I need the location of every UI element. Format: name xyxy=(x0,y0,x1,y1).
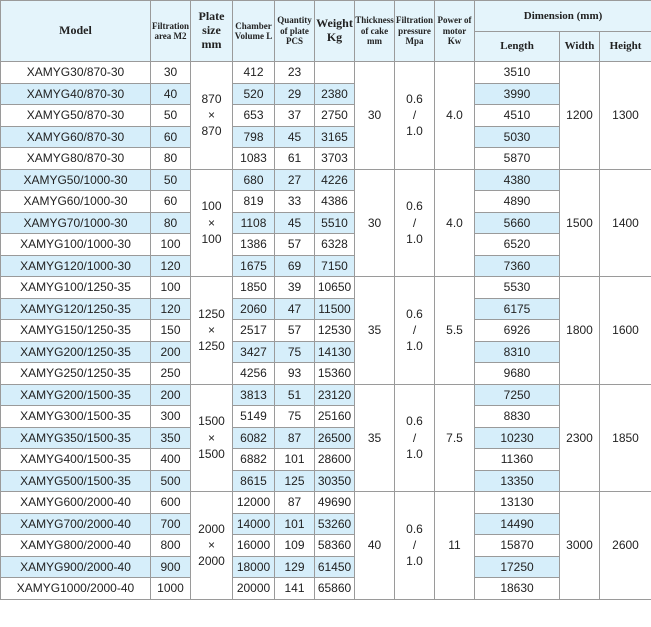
header-quantity-of-plate: Quantity of plate PCS xyxy=(275,1,315,62)
chamber-volume-cell: 5149 xyxy=(233,406,275,428)
table-row xyxy=(1,427,651,449)
plate-quantity-cell: 47 xyxy=(275,298,315,320)
length-cell: 10230 xyxy=(475,427,560,449)
plate-size-cell-part: × xyxy=(207,323,215,338)
filtration-pressure-cell-part: / xyxy=(412,215,417,230)
length-cell: 17250 xyxy=(475,556,560,578)
filtration-area-cell: 80 xyxy=(151,212,191,234)
table-row xyxy=(1,384,651,406)
table-row xyxy=(1,148,651,170)
weight-cell: 14130 xyxy=(315,341,355,363)
filtration-area-cell: 50 xyxy=(151,169,191,191)
model-cell: XAMYG70/1000-30 xyxy=(1,212,151,234)
model-cell: XAMYG700/2000-40 xyxy=(1,513,151,535)
header-width: Width xyxy=(560,32,600,62)
model-cell: XAMYG50/870-30 xyxy=(1,105,151,127)
weight-cell: 30350 xyxy=(315,470,355,492)
plate-size-cell-part: 870 xyxy=(201,124,222,139)
model-cell: XAMYG250/1250-35 xyxy=(1,363,151,385)
filtration-area-cell: 100 xyxy=(151,234,191,256)
cake-thickness-cell: 35 xyxy=(355,384,395,492)
chamber-volume-cell: 16000 xyxy=(233,535,275,557)
filtration-pressure-cell-part: 0.6 xyxy=(406,414,423,429)
width-cell: 3000 xyxy=(560,492,600,600)
header-filtration-area: Filtration area M2 xyxy=(151,1,191,62)
filtration-area-cell: 150 xyxy=(151,320,191,342)
plate-quantity-cell: 101 xyxy=(275,513,315,535)
plate-size-cell-part: × xyxy=(207,538,215,553)
plate-quantity-cell: 37 xyxy=(275,105,315,127)
header-thickness-of-cake: Thickness of cake mm xyxy=(355,1,395,62)
plate-size-cell-part: 100 xyxy=(201,199,222,214)
table-row xyxy=(1,535,651,557)
width-cell: 1800 xyxy=(560,277,600,385)
motor-power-cell: 4.0 xyxy=(435,62,475,170)
table-row xyxy=(1,341,651,363)
filtration-area-cell: 900 xyxy=(151,556,191,578)
filtration-area-cell: 1000 xyxy=(151,578,191,600)
model-cell: XAMYG80/870-30 xyxy=(1,148,151,170)
weight-cell: 65860 xyxy=(315,578,355,600)
weight-cell: 4386 xyxy=(315,191,355,213)
length-cell: 6926 xyxy=(475,320,560,342)
plate-size-cell-part: 100 xyxy=(201,231,222,246)
height-cell: 1850 xyxy=(600,384,651,492)
filtration-pressure-cell-part: 0.6 xyxy=(406,306,423,321)
plate-quantity-cell: 45 xyxy=(275,126,315,148)
length-cell: 15870 xyxy=(475,535,560,557)
plate-quantity-cell: 29 xyxy=(275,83,315,105)
plate-quantity-cell: 75 xyxy=(275,406,315,428)
plate-size-cell xyxy=(191,169,233,277)
table-row xyxy=(1,578,651,600)
plate-quantity-cell: 45 xyxy=(275,212,315,234)
table-row xyxy=(1,298,651,320)
filtration-area-cell: 120 xyxy=(151,298,191,320)
filtration-pressure-cell xyxy=(395,169,435,277)
motor-power-cell: 5.5 xyxy=(435,277,475,385)
filtration-pressure-cell-part: 0.6 xyxy=(406,199,423,214)
table-row xyxy=(1,363,651,385)
model-cell: XAMYG500/1500-35 xyxy=(1,470,151,492)
chamber-volume-cell: 12000 xyxy=(233,492,275,514)
length-cell: 7250 xyxy=(475,384,560,406)
height-cell: 2600 xyxy=(600,492,651,600)
cake-thickness-cell: 40 xyxy=(355,492,395,600)
filtration-pressure-cell-part: / xyxy=(412,108,417,123)
length-cell: 14490 xyxy=(475,513,560,535)
plate-quantity-cell: 93 xyxy=(275,363,315,385)
header-filtration-pressure: Filtration pressure Mpa xyxy=(395,1,435,62)
chamber-volume-cell: 798 xyxy=(233,126,275,148)
filtration-area-cell: 30 xyxy=(151,62,191,84)
weight-cell: 49690 xyxy=(315,492,355,514)
weight-cell xyxy=(315,62,355,84)
table-body xyxy=(1,62,651,600)
chamber-volume-cell: 653 xyxy=(233,105,275,127)
plate-size-cell-part: × xyxy=(207,215,215,230)
filtration-area-cell: 120 xyxy=(151,255,191,277)
weight-cell: 10650 xyxy=(315,277,355,299)
filtration-pressure-cell xyxy=(395,492,435,600)
cake-thickness-cell: 35 xyxy=(355,277,395,385)
length-cell: 18630 xyxy=(475,578,560,600)
filtration-area-cell: 250 xyxy=(151,363,191,385)
model-cell: XAMYG30/870-30 xyxy=(1,62,151,84)
length-cell: 4510 xyxy=(475,105,560,127)
filtration-pressure-cell-part: / xyxy=(412,538,417,553)
filtration-area-cell: 300 xyxy=(151,406,191,428)
filtration-pressure-cell xyxy=(395,62,435,170)
filtration-pressure-cell-part: 0.6 xyxy=(406,521,423,536)
table-row xyxy=(1,449,651,471)
table-row xyxy=(1,105,651,127)
weight-cell: 7150 xyxy=(315,255,355,277)
filtration-pressure-cell-part: 1.0 xyxy=(406,446,423,461)
filtration-area-cell: 600 xyxy=(151,492,191,514)
filtration-pressure-cell-part: 1.0 xyxy=(406,339,423,354)
plate-quantity-cell: 61 xyxy=(275,148,315,170)
filtration-pressure-cell-part: 0.6 xyxy=(406,91,423,106)
chamber-volume-cell: 819 xyxy=(233,191,275,213)
table-row xyxy=(1,126,651,148)
length-cell: 8310 xyxy=(475,341,560,363)
table-row xyxy=(1,62,651,84)
length-cell: 6175 xyxy=(475,298,560,320)
model-cell: XAMYG200/1250-35 xyxy=(1,341,151,363)
table-row xyxy=(1,556,651,578)
filtration-area-cell: 60 xyxy=(151,126,191,148)
table-header xyxy=(1,1,651,62)
filtration-area-cell: 200 xyxy=(151,384,191,406)
plate-size-cell xyxy=(191,277,233,385)
weight-cell: 25160 xyxy=(315,406,355,428)
length-cell: 3510 xyxy=(475,62,560,84)
plate-size-cell xyxy=(191,384,233,492)
plate-quantity-cell: 75 xyxy=(275,341,315,363)
table-row xyxy=(1,234,651,256)
filtration-area-cell: 400 xyxy=(151,449,191,471)
weight-cell: 23120 xyxy=(315,384,355,406)
length-cell: 5870 xyxy=(475,148,560,170)
plate-size-cell-part: 1500 xyxy=(198,446,225,461)
chamber-volume-cell: 8615 xyxy=(233,470,275,492)
weight-cell: 53260 xyxy=(315,513,355,535)
chamber-volume-cell: 6882 xyxy=(233,449,275,471)
filtration-pressure-cell-part: / xyxy=(412,323,417,338)
header-power-of-motor: Power of motor Kw xyxy=(435,1,475,62)
filtration-area-cell: 100 xyxy=(151,277,191,299)
weight-cell: 2380 xyxy=(315,83,355,105)
model-cell: XAMYG800/2000-40 xyxy=(1,535,151,557)
weight-cell: 12530 xyxy=(315,320,355,342)
filtration-pressure-cell xyxy=(395,277,435,385)
filtration-area-cell: 500 xyxy=(151,470,191,492)
model-cell: XAMYG100/1250-35 xyxy=(1,277,151,299)
table-row xyxy=(1,513,651,535)
plate-quantity-cell: 57 xyxy=(275,234,315,256)
model-cell: XAMYG120/1000-30 xyxy=(1,255,151,277)
table-row xyxy=(1,320,651,342)
plate-quantity-cell: 27 xyxy=(275,169,315,191)
cake-thickness-cell: 30 xyxy=(355,169,395,277)
chamber-volume-cell: 1083 xyxy=(233,148,275,170)
table-row xyxy=(1,83,651,105)
weight-cell: 28600 xyxy=(315,449,355,471)
model-cell: XAMYG150/1250-35 xyxy=(1,320,151,342)
plate-size-cell-part: 2000 xyxy=(198,554,225,569)
length-cell: 11360 xyxy=(475,449,560,471)
chamber-volume-cell: 2517 xyxy=(233,320,275,342)
height-cell: 1600 xyxy=(600,277,651,385)
plate-size-cell xyxy=(191,492,233,600)
motor-power-cell: 4.0 xyxy=(435,169,475,277)
header-model: Model xyxy=(1,1,151,62)
model-cell: XAMYG300/1500-35 xyxy=(1,406,151,428)
length-cell: 3990 xyxy=(475,83,560,105)
table-row xyxy=(1,212,651,234)
plate-size-cell-part: 1500 xyxy=(198,414,225,429)
table-row xyxy=(1,406,651,428)
weight-cell: 61450 xyxy=(315,556,355,578)
filtration-area-cell: 700 xyxy=(151,513,191,535)
model-cell: XAMYG900/2000-40 xyxy=(1,556,151,578)
plate-size-cell-part: 1250 xyxy=(198,339,225,354)
chamber-volume-cell: 1386 xyxy=(233,234,275,256)
filtration-pressure-cell-part: 1.0 xyxy=(406,554,423,569)
table-row xyxy=(1,255,651,277)
plate-quantity-cell: 87 xyxy=(275,427,315,449)
plate-quantity-cell: 125 xyxy=(275,470,315,492)
plate-size-cell-part: 2000 xyxy=(198,521,225,536)
plate-quantity-cell: 23 xyxy=(275,62,315,84)
plate-quantity-cell: 39 xyxy=(275,277,315,299)
model-cell: XAMYG120/1250-35 xyxy=(1,298,151,320)
chamber-volume-cell: 1850 xyxy=(233,277,275,299)
chamber-volume-cell: 20000 xyxy=(233,578,275,600)
chamber-volume-cell: 3427 xyxy=(233,341,275,363)
plate-size-cell-part: × xyxy=(207,108,215,123)
weight-cell: 6328 xyxy=(315,234,355,256)
plate-quantity-cell: 87 xyxy=(275,492,315,514)
weight-cell: 3165 xyxy=(315,126,355,148)
chamber-volume-cell: 4256 xyxy=(233,363,275,385)
filtration-pressure-cell-part: 1.0 xyxy=(406,124,423,139)
motor-power-cell: 11 xyxy=(435,492,475,600)
model-cell: XAMYG60/1000-30 xyxy=(1,191,151,213)
header-weight: Weight Kg xyxy=(315,1,355,62)
plate-quantity-cell: 51 xyxy=(275,384,315,406)
filtration-pressure-cell xyxy=(395,384,435,492)
weight-cell: 2750 xyxy=(315,105,355,127)
plate-quantity-cell: 129 xyxy=(275,556,315,578)
weight-cell: 3703 xyxy=(315,148,355,170)
model-cell: XAMYG100/1000-30 xyxy=(1,234,151,256)
plate-quantity-cell: 109 xyxy=(275,535,315,557)
length-cell: 4380 xyxy=(475,169,560,191)
width-cell: 2300 xyxy=(560,384,600,492)
table-row xyxy=(1,492,651,514)
filtration-area-cell: 60 xyxy=(151,191,191,213)
filtration-area-cell: 80 xyxy=(151,148,191,170)
width-cell: 1500 xyxy=(560,169,600,277)
length-cell: 4890 xyxy=(475,191,560,213)
model-cell: XAMYG400/1500-35 xyxy=(1,449,151,471)
chamber-volume-cell: 3813 xyxy=(233,384,275,406)
filtration-area-cell: 50 xyxy=(151,105,191,127)
length-cell: 8830 xyxy=(475,406,560,428)
table-row xyxy=(1,277,651,299)
length-cell: 7360 xyxy=(475,255,560,277)
width-cell: 1200 xyxy=(560,62,600,170)
model-cell: XAMYG40/870-30 xyxy=(1,83,151,105)
filtration-pressure-cell-part: 1.0 xyxy=(406,231,423,246)
plate-quantity-cell: 69 xyxy=(275,255,315,277)
weight-cell: 11500 xyxy=(315,298,355,320)
chamber-volume-cell: 1675 xyxy=(233,255,275,277)
plate-size-cell-part: 870 xyxy=(201,91,222,106)
filtration-area-cell: 350 xyxy=(151,427,191,449)
weight-cell: 26500 xyxy=(315,427,355,449)
model-cell: XAMYG1000/2000-40 xyxy=(1,578,151,600)
length-cell: 5660 xyxy=(475,212,560,234)
weight-cell: 5510 xyxy=(315,212,355,234)
chamber-volume-cell: 680 xyxy=(233,169,275,191)
plate-size-cell-part: × xyxy=(207,430,215,445)
length-cell: 13350 xyxy=(475,470,560,492)
chamber-volume-cell: 2060 xyxy=(233,298,275,320)
plate-quantity-cell: 33 xyxy=(275,191,315,213)
header-length: Length xyxy=(475,32,560,62)
plate-size-cell-part: 1250 xyxy=(198,306,225,321)
header-dimension: Dimension (mm) xyxy=(475,1,651,32)
weight-cell: 58360 xyxy=(315,535,355,557)
table-row xyxy=(1,191,651,213)
filtration-area-cell: 800 xyxy=(151,535,191,557)
length-cell: 13130 xyxy=(475,492,560,514)
length-cell: 9680 xyxy=(475,363,560,385)
weight-cell: 4226 xyxy=(315,169,355,191)
model-cell: XAMYG350/1500-35 xyxy=(1,427,151,449)
plate-quantity-cell: 141 xyxy=(275,578,315,600)
header-height: Height xyxy=(600,32,651,62)
table-row xyxy=(1,169,651,191)
chamber-volume-cell: 14000 xyxy=(233,513,275,535)
chamber-volume-cell: 412 xyxy=(233,62,275,84)
chamber-volume-cell: 1108 xyxy=(233,212,275,234)
filtration-area-cell: 200 xyxy=(151,341,191,363)
model-cell: XAMYG200/1500-35 xyxy=(1,384,151,406)
filtration-pressure-cell-part: / xyxy=(412,430,417,445)
length-cell: 6520 xyxy=(475,234,560,256)
height-cell: 1300 xyxy=(600,62,651,170)
motor-power-cell: 7.5 xyxy=(435,384,475,492)
header-chamber-volume: Chamber Volume L xyxy=(233,1,275,62)
cake-thickness-cell: 30 xyxy=(355,62,395,170)
plate-quantity-cell: 101 xyxy=(275,449,315,471)
model-cell: XAMYG60/870-30 xyxy=(1,126,151,148)
chamber-volume-cell: 520 xyxy=(233,83,275,105)
model-cell: XAMYG50/1000-30 xyxy=(1,169,151,191)
model-cell: XAMYG600/2000-40 xyxy=(1,492,151,514)
weight-cell: 15360 xyxy=(315,363,355,385)
length-cell: 5030 xyxy=(475,126,560,148)
chamber-volume-cell: 18000 xyxy=(233,556,275,578)
filtration-area-cell: 40 xyxy=(151,83,191,105)
table-row xyxy=(1,470,651,492)
height-cell: 1400 xyxy=(600,169,651,277)
chamber-volume-cell: 6082 xyxy=(233,427,275,449)
plate-quantity-cell: 57 xyxy=(275,320,315,342)
header-plate-size: Plate size mm xyxy=(191,1,233,62)
plate-size-cell xyxy=(191,62,233,170)
length-cell: 5530 xyxy=(475,277,560,299)
